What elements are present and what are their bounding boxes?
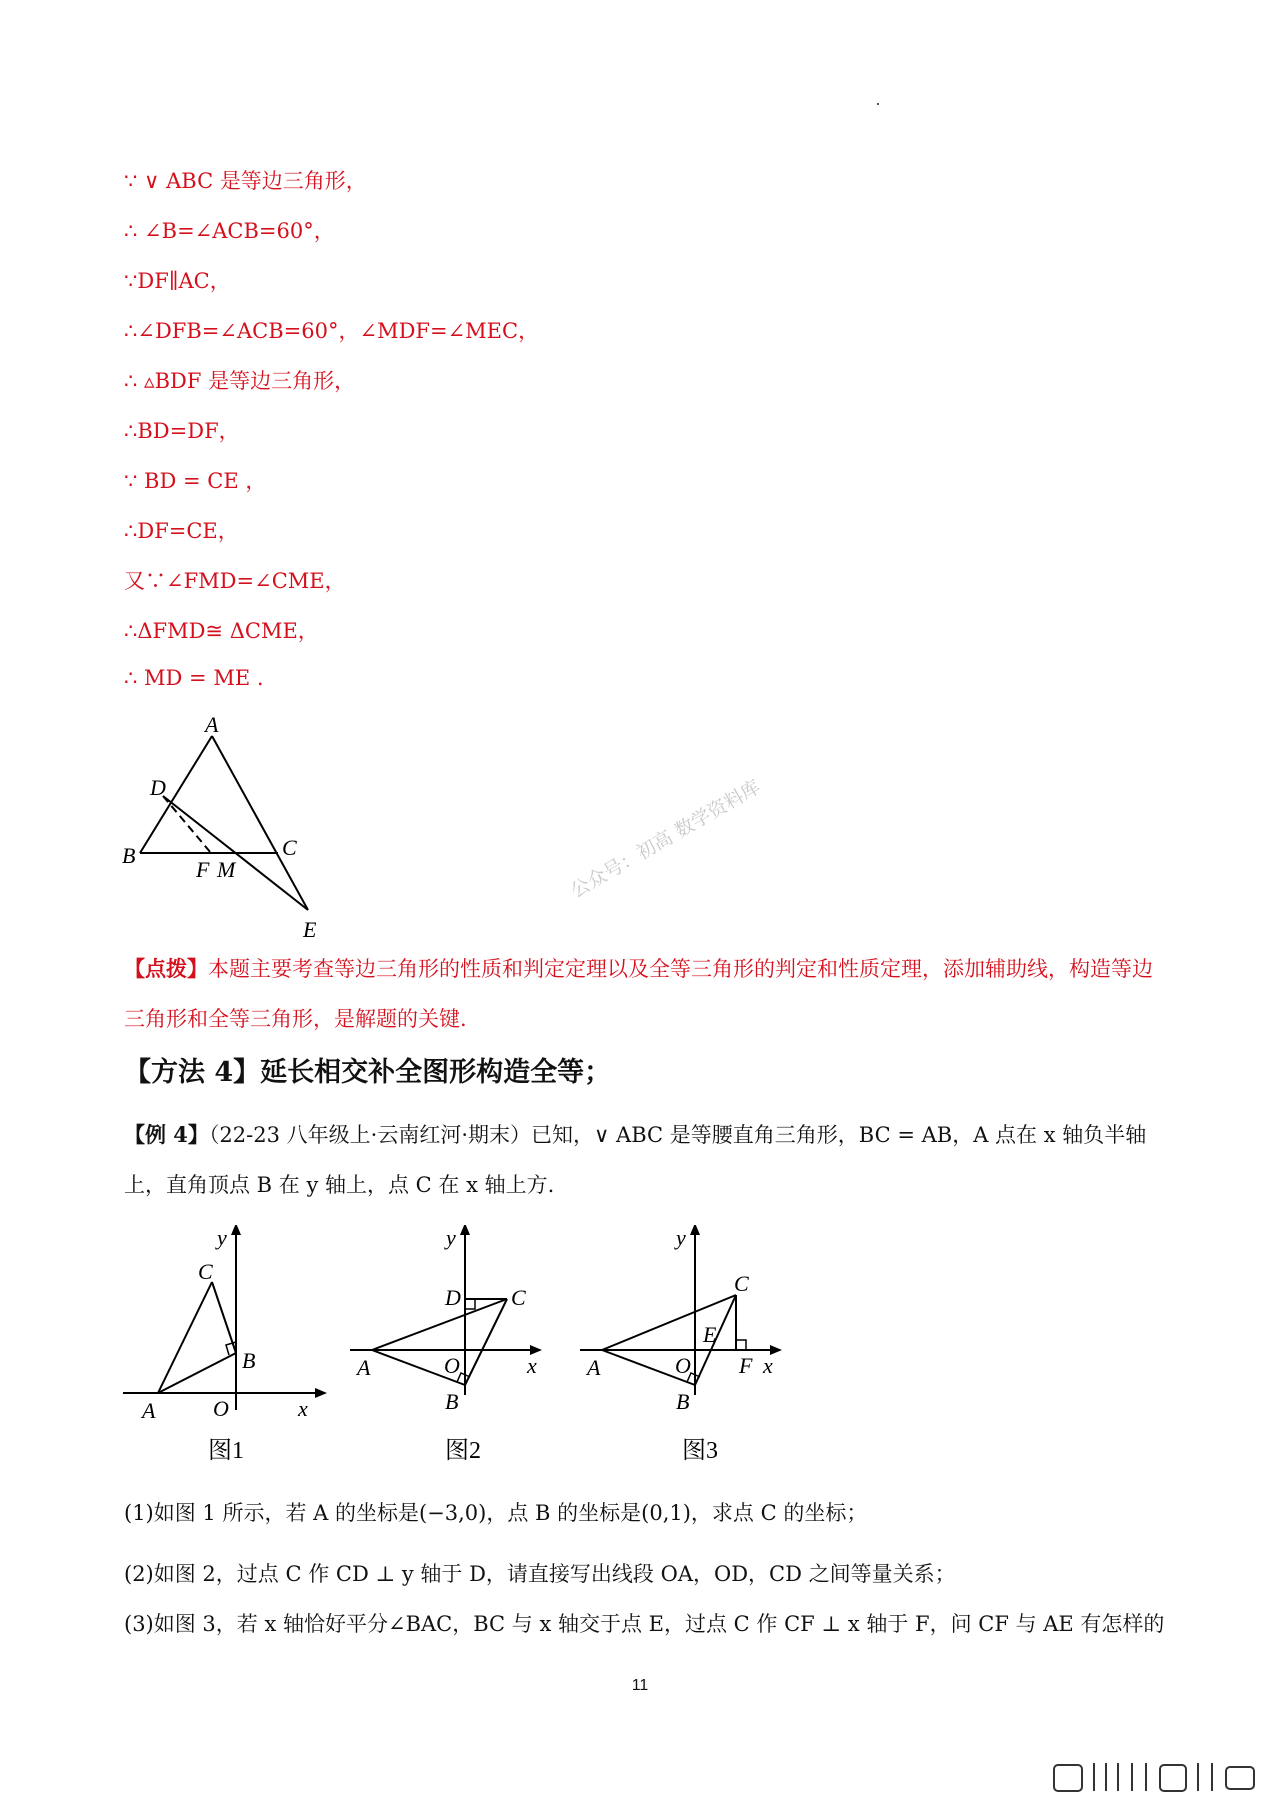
fig1-y-arrow	[231, 1225, 241, 1235]
example-text: （22-23 八年级上·云南红河·期末）已知，∨ ABC 是等腰直角三角形，BC = AB，A 点在 x 轴负半轴上，直角顶点 B 在 y 轴上，点 C 在 x 轴上方.	[124, 1123, 1147, 1197]
label-e: E	[303, 917, 317, 942]
fig1-label-a: A	[142, 1398, 156, 1423]
fig3-y-arrow	[690, 1225, 700, 1235]
proof-line-11: ∴ MD = ME .	[124, 666, 264, 690]
proof-line-5: ∴ ▵BDF 是等边三角形，	[124, 369, 356, 393]
tip-tag: 【点拨】	[124, 956, 208, 981]
figure-3	[575, 1225, 790, 1465]
fig3-label-c: C	[734, 1271, 749, 1296]
label-f: F	[196, 857, 210, 882]
example-tag: 【例 4】	[124, 1122, 209, 1147]
proof-line-1: ∵ ∨ ABC 是等边三角形，	[124, 169, 367, 193]
label-a: A	[205, 712, 219, 737]
fig2-y-arrow	[460, 1225, 470, 1235]
fig2-label-a: A	[357, 1355, 371, 1380]
fig1-label-o: O	[213, 1396, 229, 1421]
fig2-label-y: y	[446, 1225, 456, 1250]
watermark: 公众号：初高 数学资料库	[567, 775, 765, 903]
example-paragraph	[124, 1110, 1184, 1210]
stray-dot	[877, 103, 879, 105]
fig3-label-y: y	[676, 1225, 686, 1250]
fig3-right-angle-f	[736, 1340, 746, 1350]
fig1-x-arrow	[315, 1388, 327, 1398]
question-2: (2)如图 2，过点 C 作 CD ⊥ y 轴于 D，请直接写出线段 OA，OD，CD 之间等量关系；	[124, 1562, 956, 1586]
page-number: 11	[631, 1677, 649, 1694]
fig3-caption: 图3	[682, 1438, 718, 1464]
fig1-label-c: C	[198, 1259, 213, 1284]
label-m: M	[217, 857, 236, 882]
fig3-label-o: O	[675, 1353, 691, 1378]
question-1: (1)如图 1 所示，若 A 的坐标是(−3,0)，点 B 的坐标是(0,1)，求点 C 的坐标；	[124, 1501, 868, 1525]
method-title: 【方法 4】延长相交补全图形构造全等；	[124, 1057, 612, 1088]
fig2-label-b: B	[445, 1389, 459, 1414]
fig1-label-y: y	[217, 1225, 227, 1250]
tip-text: 本题主要考查等边三角形的性质和判定定理以及全等三角形的判定和性质定理，添加辅助线，构造等边三角形和全等三角形，是解题的关键.	[124, 957, 1153, 1031]
figure-2	[345, 1225, 550, 1465]
fig2-label-o: O	[444, 1353, 460, 1378]
proof-line-9: 又∵∠FMD=∠CME，	[124, 569, 346, 593]
proof-line-6: ∴BD=DF，	[124, 419, 240, 443]
fig3-label-a: A	[587, 1355, 601, 1380]
fig3-label-b: B	[676, 1389, 690, 1414]
label-b: B	[122, 843, 136, 868]
segment-ae	[212, 736, 308, 910]
figure-1	[115, 1225, 330, 1465]
label-d: D	[150, 775, 166, 800]
proof-line-7: ∵ BD = CE ，	[124, 469, 267, 493]
question-3: (3)如图 3，若 x 轴恰好平分∠BAC，BC 与 x 轴交于点 E，过点 C 作 CF ⊥ x 轴于 F，问 CF 与 AE 有怎样的	[124, 1612, 1165, 1636]
fig1-segment-ac	[158, 1282, 212, 1393]
fig1-label-b: B	[242, 1348, 256, 1373]
fig2-label-x: x	[527, 1353, 537, 1378]
fig1-segment-ab	[158, 1353, 236, 1393]
proof-line-2: ∴ ∠B=∠ACB=60°，	[124, 219, 335, 243]
fig3-label-x: x	[763, 1353, 773, 1378]
fig2-caption: 图2	[445, 1438, 481, 1464]
proof-line-3: ∵DF∥AC，	[124, 269, 231, 293]
proof-line-10: ∴ΔFMD≅ ΔCME，	[124, 619, 319, 643]
fig1-label-x: x	[298, 1396, 308, 1421]
fig1-caption: 图1	[208, 1438, 244, 1464]
fig2-label-d: D	[445, 1285, 461, 1310]
triangle-figure	[110, 705, 350, 950]
fig3-label-e: E	[703, 1322, 717, 1347]
fig3-label-f: F	[739, 1353, 753, 1378]
proof-line-8: ∴DF=CE，	[124, 519, 239, 543]
fig2-right-angle-d	[465, 1299, 475, 1309]
proof-line-4: ∴∠DFB=∠ACB=60°，∠MDF=∠MEC，	[124, 319, 540, 343]
tip-paragraph	[124, 944, 1164, 1044]
label-c: C	[282, 835, 297, 860]
corner-logo-icon	[1052, 1757, 1260, 1797]
fig2-label-c: C	[511, 1285, 526, 1310]
